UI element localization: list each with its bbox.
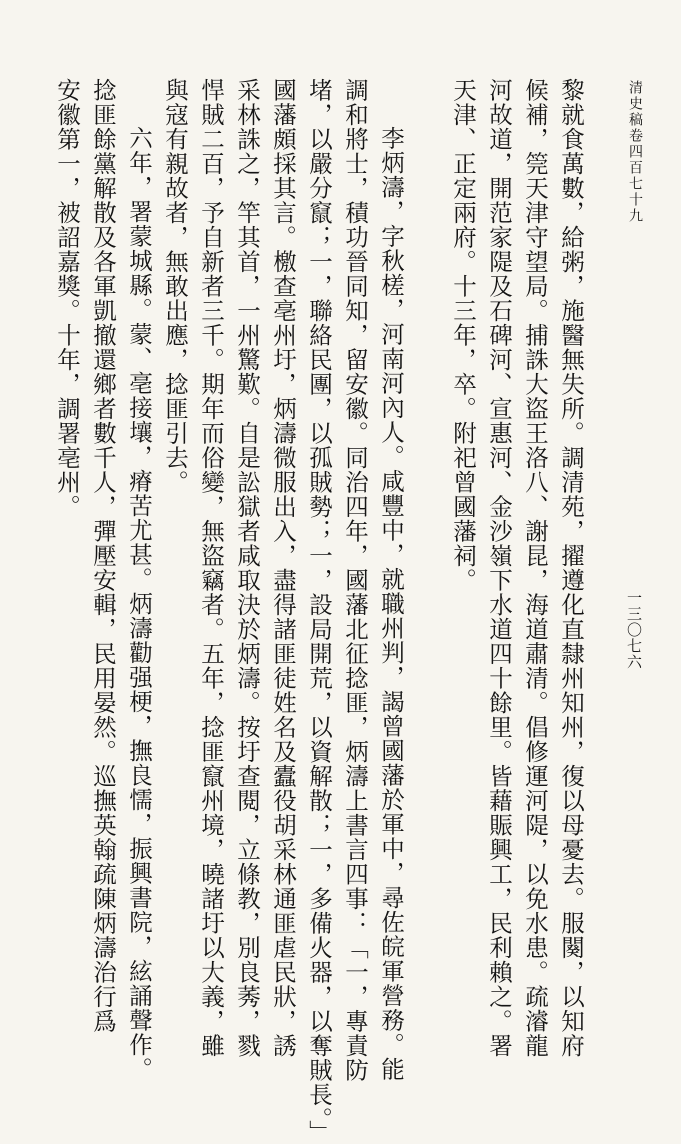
text-column: 安徽第一，被詔嘉獎。十年，調署亳州。 [53, 78, 81, 519]
text-column: 悍賊二百，予自新者三千。期年而俗變，無盜竊者。五年，捻匪竄州境，曉諸圩以大義，雖 [197, 78, 225, 1058]
text-column: 國藩頗採其言。檄查亳州圩，炳濤微服出入，盡得諸匪徒姓名及蠹役胡采林通匪虐民狀，誘 [269, 78, 297, 1058]
text-column: 李炳濤，字秋槎，河南河內人。咸豐中，就職州判，謁曾國藩於軍中，尋佐皖軍營務。能 [377, 126, 405, 1082]
running-header: 清史稿卷四百七十九 [627, 80, 643, 224]
text-column: 堵，以嚴分竄；一，聯絡民團，以孤賊勢；一，設局開荒，以資解散；一，多備火器，以奪賊長。」 [305, 78, 333, 1144]
text-column: 捻匪餘黨解散及各軍凱撤還鄉者數千人，彈壓安輯，民用晏然。巡撫英翰疏陳炳濤治行爲 [89, 78, 117, 1034]
page-number: 一三〇七六 [625, 590, 643, 670]
text-column: 六年，署蒙城縣。蒙、亳接壤，瘠苦尤甚。炳濤勸强梗，撫良懦，振興書院，絃誦聲作。 [125, 126, 153, 1082]
text-column: 調和將士，積功晉同知，留安徽。同治四年，國藩北征捻匪，炳濤上書言四事：「一，專責防 [341, 78, 369, 1083]
text-column: 采林誅之，竿其首，一州驚歎。自是訟獄者咸取決於炳濤。按圩查閱，立條教，別良莠，戮 [233, 78, 261, 1058]
body-text [49, 78, 589, 1144]
text-column: 天津、正定兩府。十三年，卒。附祀曾國藩祠。 [449, 78, 477, 593]
column-spacer [409, 78, 445, 958]
text-column: 河故道，開范家隄及石碑河、宣惠河、金沙嶺下水道四十餘里。皆藉賑興工，民利賴之。署 [485, 78, 513, 1058]
text-column: 黎就食萬數，給粥，施醫無失所。調清苑，擢遵化直隸州知州，復以母憂去。服闋，以知府 [557, 78, 585, 1058]
text-column: 候補，筦天津守望局。捕誅大盜王洛八、謝昆，海道肅清。倡修運河隄，以免水患。疏濬龍 [521, 78, 549, 1058]
text-column: 與寇有親故者，無敢出應，捻匪引去。 [161, 78, 189, 495]
